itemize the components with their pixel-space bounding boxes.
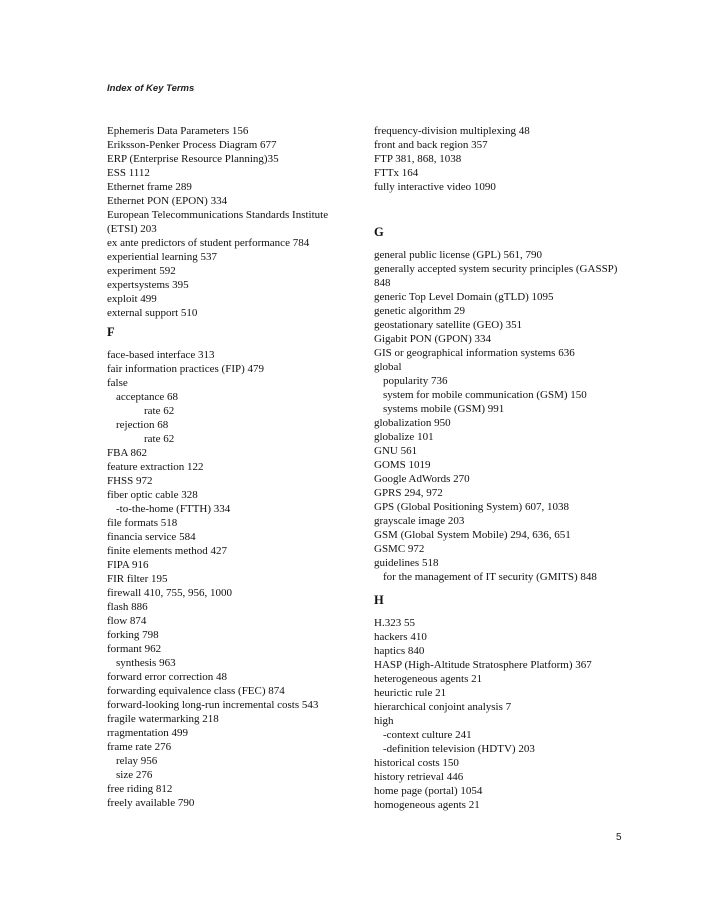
index-entry: feature extraction 122 <box>107 461 204 473</box>
index-entry: formant 962 <box>107 643 162 655</box>
section-gap <box>374 194 634 220</box>
index-entry: homogeneous agents 21 <box>374 799 480 811</box>
index-entry: fair information practices (FIP) 479 <box>107 363 265 375</box>
running-header: Index of Key Terms <box>107 83 195 94</box>
index-subentry: acceptance 68 <box>116 391 178 403</box>
index-entry: firewall 410, 755, 956, 1000 <box>107 587 232 599</box>
index-subentry: popularity 736 <box>383 375 448 387</box>
index-entry: Google AdWords 270 <box>374 473 470 485</box>
section-heading-g: G <box>374 225 384 239</box>
index-subentry: system for mobile communication (GSM) 150 <box>383 389 587 401</box>
index-entry: geostationary satellite (GEO) 351 <box>374 319 523 331</box>
index-entry: freely available 790 <box>107 797 195 809</box>
index-entry: flash 886 <box>107 601 148 613</box>
index-entry: haptics 840 <box>374 645 425 657</box>
index-entry: rragmentation 499 <box>107 727 188 739</box>
index-entry: historical costs 150 <box>374 757 459 769</box>
index-entry: fiber optic cable 328 <box>107 489 198 501</box>
index-entry: home page (portal) 1054 <box>374 785 483 797</box>
index-entry: GOMS 1019 <box>374 459 431 471</box>
index-entry: experiential learning 537 <box>107 251 217 263</box>
section-heading-h: H <box>374 593 384 607</box>
index-entry: ERP (Enterprise Resource Planning)35 <box>107 153 279 165</box>
index-entry: heterogeneous agents 21 <box>374 673 483 685</box>
index-entry: Eriksson-Penker Process Diagram 677 <box>107 139 277 151</box>
index-subentry: systems mobile (GSM) 991 <box>383 403 505 415</box>
section-heading-f: F <box>107 325 115 339</box>
index-entry: Ethernet PON (EPON) 334 <box>107 195 228 207</box>
index-entry: high <box>374 715 394 727</box>
index-subentry: rejection 68 <box>116 419 169 431</box>
index-subentry: -definition television (HDTV) 203 <box>383 743 535 755</box>
index-entry: globalization 950 <box>374 417 451 429</box>
index-entry: FHSS 972 <box>107 475 153 487</box>
index-entry: HASP (High-Altitude Stratosphere Platform) 367 <box>374 659 592 671</box>
index-entry: FBA 862 <box>107 447 148 459</box>
index-entry: expertsystems 395 <box>107 279 189 291</box>
index-subentry: synthesis 963 <box>116 657 176 669</box>
index-entry: forward error correction 48 <box>107 671 228 683</box>
index-entry: grayscale image 203 <box>374 515 465 527</box>
index-entry: hierarchical conjoint analysis 7 <box>374 701 512 713</box>
index-entry: GIS or geographical information systems 636 <box>374 347 575 359</box>
index-subentry: -to-the-home (FTTH) 334 <box>116 503 231 515</box>
index-entry: FIPA 916 <box>107 559 149 571</box>
index-entry: generic Top Level Domain (gTLD) 1095 <box>374 291 554 303</box>
index-entry: experiment 592 <box>107 265 176 277</box>
index-entry: hackers 410 <box>374 631 427 643</box>
page-number: 5 <box>616 832 622 843</box>
index-entry: globalize 101 <box>374 431 434 443</box>
index-entry: exploit 499 <box>107 293 157 305</box>
index-entry: Gigabit PON (GPON) 334 <box>374 333 492 345</box>
index-entry: Ethernet frame 289 <box>107 181 192 193</box>
index-entry: financia service 584 <box>107 531 196 543</box>
index-entry: European Telecommunications Standards Institute (ETSI) 203 <box>107 209 329 235</box>
index-entry: forking 798 <box>107 629 159 641</box>
index-entry: ex ante predictors of student performance 784 <box>107 237 310 249</box>
index-entry: FIR filter 195 <box>107 573 168 585</box>
index-entry: frequency-division multiplexing 48 <box>374 125 530 137</box>
index-entry: finite elements method 427 <box>107 545 228 557</box>
index-column-right <box>374 124 634 812</box>
index-entry: Ephemeris Data Parameters 156 <box>107 125 249 137</box>
index-entry: ESS 1112 <box>107 167 150 179</box>
section-gap <box>374 584 634 588</box>
index-entry: general public license (GPL) 561, 790 <box>374 249 543 261</box>
index-subentry: -context culture 241 <box>383 729 472 741</box>
index-entry: front and back region 357 <box>374 139 488 151</box>
index-subsubentry: rate 62 <box>144 433 175 445</box>
index-entry: GSM (Global System Mobile) 294, 636, 651 <box>374 529 571 541</box>
index-entry: free riding 812 <box>107 783 173 795</box>
index-entry: forwarding equivalence class (FEC) 874 <box>107 685 285 697</box>
index-entry: guidelines 518 <box>374 557 439 569</box>
index-subentry: relay 956 <box>116 755 158 767</box>
index-entry: GPS (Global Positioning System) 607, 1038 <box>374 501 569 513</box>
index-subentry: for the management of IT security (GMITS) 848 <box>383 571 597 583</box>
index-entry: fragile watermarking 218 <box>107 713 219 725</box>
index-entry: fully interactive video 1090 <box>374 181 496 193</box>
index-entry: frame rate 276 <box>107 741 172 753</box>
index-entry: global <box>374 361 402 373</box>
index-entry: GNU 561 <box>374 445 418 457</box>
index-entry: GPRS 294, 972 <box>374 487 443 499</box>
index-column-left <box>107 124 357 810</box>
index-entry: genetic algorithm 29 <box>374 305 466 317</box>
index-entry: flow 874 <box>107 615 147 627</box>
index-entry: GSMC 972 <box>374 543 425 555</box>
index-entry: forward-looking long-run incremental costs 543 <box>107 699 319 711</box>
index-entry: FTTx 164 <box>374 167 419 179</box>
index-entry: heurictic rule 21 <box>374 687 447 699</box>
index-entry: FTP 381, 868, 1038 <box>374 153 462 165</box>
index-entry: face-based interface 313 <box>107 349 215 361</box>
index-entry: false <box>107 377 128 389</box>
index-entry: history retrieval 446 <box>374 771 464 783</box>
index-entry: external support 510 <box>107 307 198 319</box>
index-entry: generally accepted system security principles (GASSP) 848 <box>374 263 618 289</box>
index-subsubentry: rate 62 <box>144 405 175 417</box>
index-entry: H.323 55 <box>374 617 415 629</box>
index-entry: file formats 518 <box>107 517 178 529</box>
index-subentry: size 276 <box>116 769 153 781</box>
